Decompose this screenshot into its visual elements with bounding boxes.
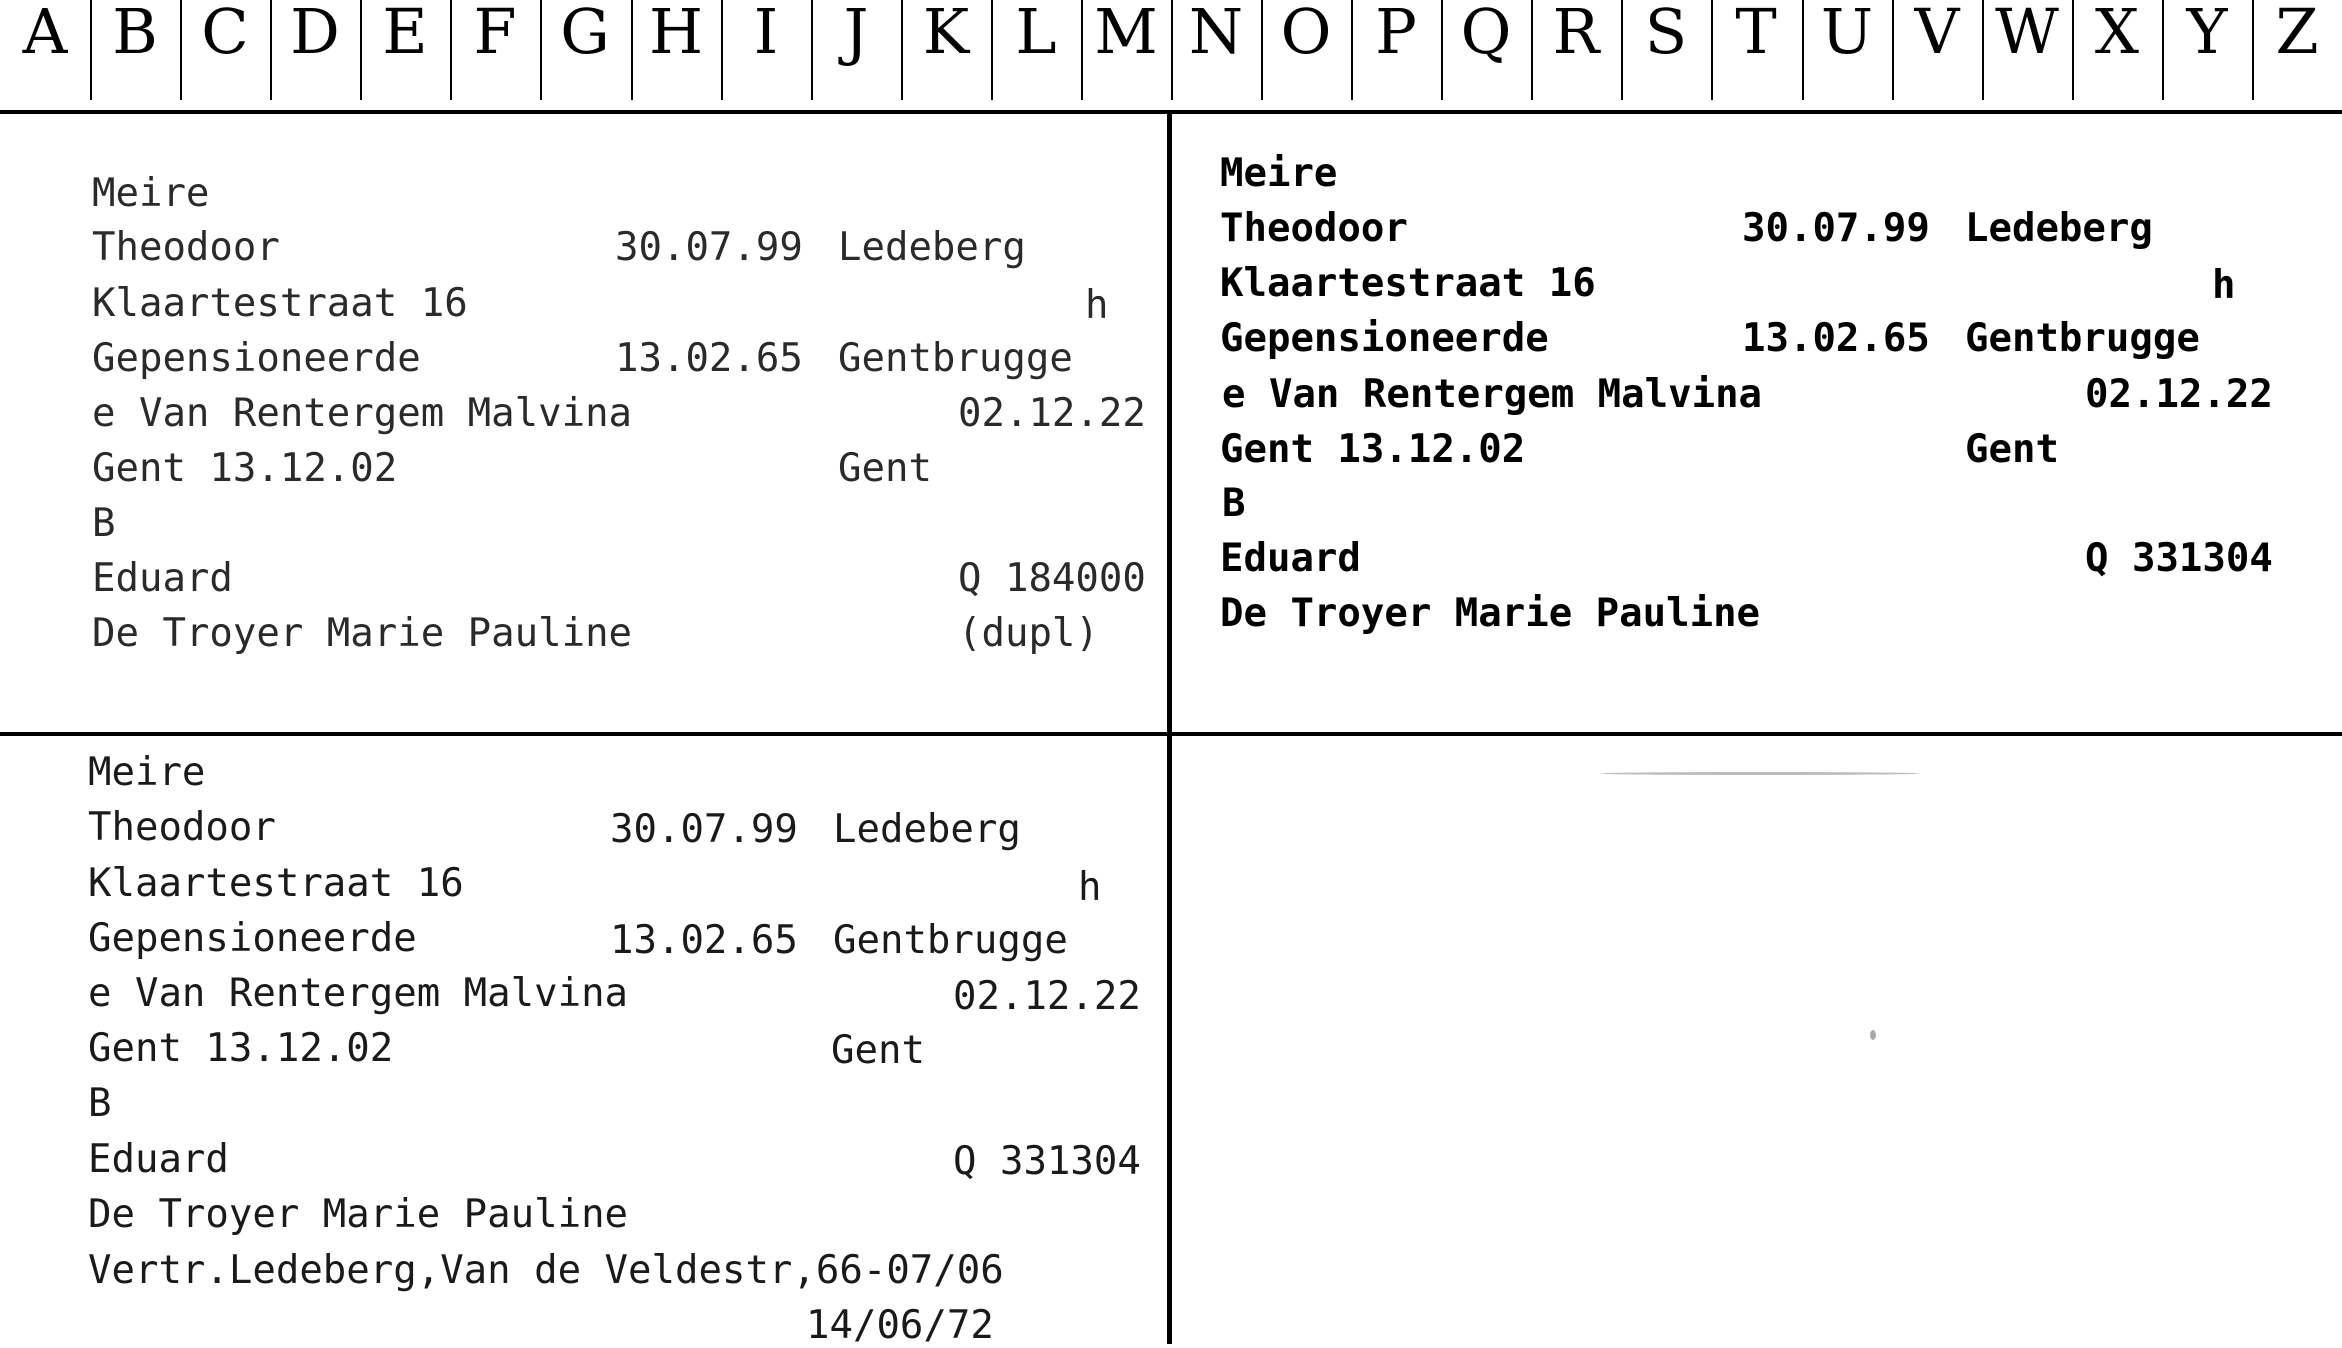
mother: De Troyer Marie Pauline bbox=[1220, 591, 1761, 636]
father: Eduard bbox=[1220, 536, 1361, 581]
index-letter-c: C bbox=[201, 0, 249, 68]
surname: Meire bbox=[88, 750, 206, 795]
marriage: Gent 13.12.02 bbox=[1220, 427, 1526, 472]
father: Eduard bbox=[92, 556, 233, 601]
mother: De Troyer Marie Pauline bbox=[88, 1192, 629, 1237]
address: Klaartestraat 16 bbox=[1220, 261, 1596, 306]
reference-number: Q 331304 bbox=[953, 1139, 1141, 1184]
marker: h bbox=[1085, 283, 1109, 328]
first-name: Theodoor bbox=[92, 225, 280, 270]
index-letter-y: Y bbox=[2186, 0, 2228, 68]
duplicate-note: (dupl) bbox=[958, 611, 1099, 656]
index-letter-j: J bbox=[843, 0, 869, 68]
occupation-place: Gentbrugge bbox=[1965, 316, 2200, 361]
index-letter-t: T bbox=[1735, 0, 1777, 68]
code: B bbox=[1222, 481, 1246, 526]
code: B bbox=[88, 1081, 112, 1126]
alphabet-index-bar bbox=[0, 0, 2342, 114]
occupation-date: 13.02.65 bbox=[1742, 316, 1930, 361]
father: Eduard bbox=[88, 1137, 229, 1182]
vertical-divider bbox=[1167, 112, 1172, 1344]
occupation-place: Gentbrugge bbox=[833, 918, 1068, 963]
marriage-place: Gent bbox=[1965, 427, 2059, 472]
index-letter-m: M bbox=[1094, 0, 1158, 68]
index-letter-b: B bbox=[112, 0, 158, 68]
occupation: Gepensioneerde bbox=[1220, 316, 1549, 361]
birth-place: Ledeberg bbox=[833, 807, 1021, 852]
spouse: e Van Rentergem Malvina bbox=[1222, 372, 1763, 417]
index-letter-d: D bbox=[290, 0, 340, 68]
surname: Meire bbox=[1220, 151, 1338, 196]
index-letter-x: X bbox=[2094, 0, 2140, 68]
code: B bbox=[92, 501, 116, 546]
index-letter-o: O bbox=[1280, 0, 1332, 68]
occupation: Gepensioneerde bbox=[88, 916, 417, 961]
index-letter-g: G bbox=[560, 0, 610, 68]
birth-date: 30.07.99 bbox=[610, 807, 798, 852]
index-letter-u: U bbox=[1820, 0, 1874, 68]
marriage-place: Gent bbox=[831, 1028, 925, 1073]
marriage: Gent 13.12.02 bbox=[88, 1026, 394, 1071]
index-letter-l: L bbox=[1015, 0, 1057, 68]
mother: De Troyer Marie Pauline bbox=[92, 611, 633, 656]
spouse: e Van Rentergem Malvina bbox=[92, 391, 633, 436]
index-letter-f: F bbox=[473, 0, 517, 68]
birth-place: Ledeberg bbox=[1965, 206, 2153, 251]
reference-number: Q 331304 bbox=[2085, 536, 2273, 581]
occupation-place: Gentbrugge bbox=[838, 336, 1073, 381]
index-letter-h: H bbox=[648, 0, 704, 68]
scan-artifact bbox=[1600, 772, 1920, 775]
address: Klaartestraat 16 bbox=[88, 861, 464, 906]
marker: h bbox=[2212, 263, 2236, 308]
birth-date: 30.07.99 bbox=[1742, 206, 1930, 251]
index-letter-a: A bbox=[22, 0, 68, 68]
occupation-date: 13.02.65 bbox=[615, 336, 803, 381]
marker: h bbox=[1078, 865, 1102, 910]
scan-artifact bbox=[1870, 1030, 1876, 1040]
marriage-place: Gent bbox=[838, 446, 932, 491]
birth-date: 30.07.99 bbox=[615, 225, 803, 270]
index-letter-q: Q bbox=[1460, 0, 1512, 68]
spouse-date: 02.12.22 bbox=[2085, 372, 2273, 417]
departure-date: 14/06/72 bbox=[806, 1303, 994, 1348]
reference-number: Q 184000 bbox=[958, 556, 1146, 601]
index-letter-i: I bbox=[753, 0, 779, 68]
surname: Meire bbox=[92, 171, 210, 216]
spouse: e Van Rentergem Malvina bbox=[88, 971, 629, 1016]
index-letter-v: V bbox=[1914, 0, 1960, 68]
index-letter-w: W bbox=[1995, 0, 2059, 68]
index-letter-z: Z bbox=[2275, 0, 2319, 68]
occupation: Gepensioneerde bbox=[92, 336, 421, 381]
index-letter-n: N bbox=[1188, 0, 1244, 68]
address: Klaartestraat 16 bbox=[92, 281, 468, 326]
index-letter-p: P bbox=[1375, 0, 1417, 68]
index-letter-r: R bbox=[1552, 0, 1600, 68]
index-letter-k: K bbox=[922, 0, 970, 68]
birth-place: Ledeberg bbox=[838, 225, 1026, 270]
spouse-date: 02.12.22 bbox=[958, 391, 1146, 436]
departure-note: Vertr.Ledeberg,Van de Veldestr,66-07/06 bbox=[88, 1248, 1004, 1293]
marriage: Gent 13.12.02 bbox=[92, 446, 398, 491]
index-letter-s: S bbox=[1644, 0, 1688, 68]
spouse-date: 02.12.22 bbox=[953, 974, 1141, 1019]
first-name: Theodoor bbox=[1220, 206, 1408, 251]
occupation-date: 13.02.65 bbox=[610, 918, 798, 963]
first-name: Theodoor bbox=[88, 805, 276, 850]
horizontal-divider bbox=[0, 732, 2342, 736]
index-letter-e: E bbox=[382, 0, 428, 68]
